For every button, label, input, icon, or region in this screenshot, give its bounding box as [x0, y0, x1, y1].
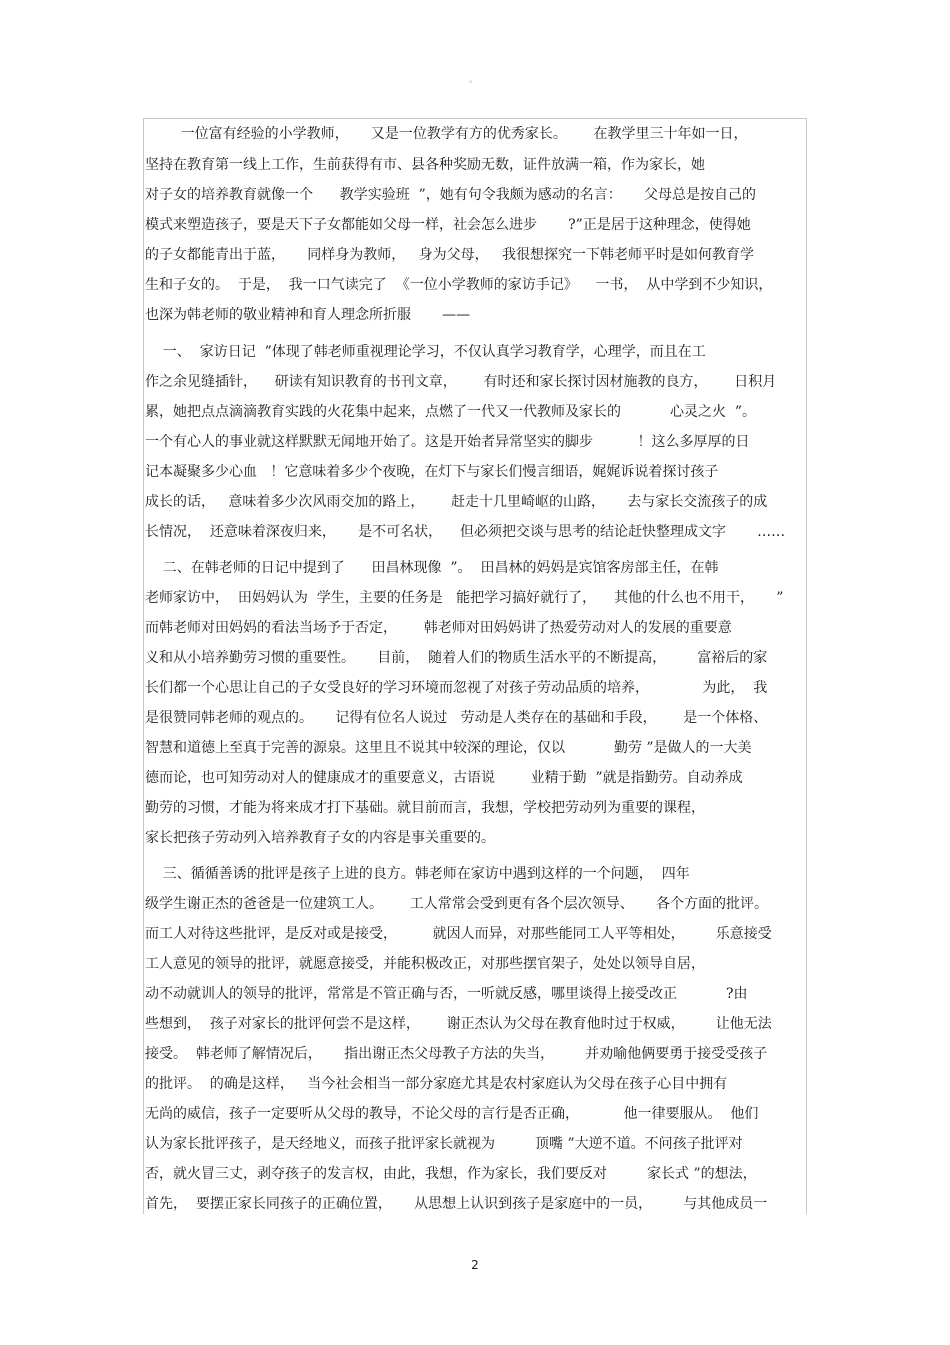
text-line: 长们都一个心思让自己的子女受良好的学习环境而忽视了对孩子劳动品质的培养， 为此， 我 — [145, 680, 768, 696]
text-line: 级学生谢正杰的爸爸是一位建筑工人。 工人常常会受到更有各个层次领导、 各个方面的批评。 — [145, 896, 768, 912]
text-line: 智慧和道德上至真于完善的源泉。这里且不说其中较深的理论，仅以 勤劳 ”是做人的一大美 — [145, 740, 752, 756]
text-line: 也深为韩老师的敬业精神和育人理念所折服 —— — [145, 307, 471, 323]
text-line: 动不动就训人的领导的批评，常常是不管正确与否，一听就反感，哪里谈得上接受改正 ?由 — [145, 986, 748, 1002]
text-line: 义和从小培养勤劳习惯的重要性。 目前， 随着人们的物质生活水平的不断提高， 富裕后的家 — [145, 650, 768, 666]
text-line: 而韩老师对田妈妈的看法当场予于否定， 韩老师对田妈妈讲了热爱劳动对人的发展的重要意 — [145, 620, 732, 636]
header-mark: 。 — [469, 75, 479, 85]
text-line: 一、 家访日记 ”体现了韩老师重视理论学习，不仅认真学习教育学，心理学，而且在工 — [145, 344, 706, 360]
page-number: 2 — [471, 1258, 479, 1272]
text-line: 德而论，也可知劳动对人的健康成才的重要意义，古语说 业精于勤 ”就是指勤劳。自动养成 — [145, 770, 743, 786]
text-line: 是很赞同韩老师的观点的。 记得有位名人说过 劳动是人类存在的基础和手段， 是一个体格、 — [145, 710, 768, 726]
text-line: 记本凝聚多少心血 ！它意味着多少个夜晚，在灯下与家长们慢言细语，娓娓诉说着探讨孩子 — [145, 464, 719, 480]
text-line: 成长的话， 意味着多少次风雨交加的路上， 赶走十几里崎岖的山路， 去与家长交流孩子的成 — [145, 494, 768, 510]
text-line: 的子女都能青出于蓝， 同样身为教师， 身为父母， 我很想探究一下韩老师平时是如何教育学 — [145, 247, 754, 263]
text-line: 否，就火冒三丈，剥夺孩子的发言权，由此，我想，作为家长，我们要反对 家长式 ”的想法， — [145, 1166, 757, 1182]
text-line: 的批评。 的确是这样， 当今社会相当一部分家庭尤其是农村家庭认为父母在孩子心目中拥有 — [145, 1076, 728, 1092]
text-line: 工人意见的领导的批评，就愿意接受，并能积极改正，对那些摆官架子，处处以领导自居， — [145, 956, 705, 972]
text-line: 模式来塑造孩子，要是天下子女都能如父母一样，社会怎么进步 ?”正是居于这种理念，使得她 — [145, 217, 751, 233]
text-line: 首先， 要摆正家长同孩子的正确位置， 从思想上认识到孩子是家庭中的一员， 与其他成员一 — [145, 1196, 768, 1212]
text-line: 老师家访中， 田妈妈认为 学生，主要的任务是 能把学习搞好就行了， 其他的什么也不用干， ” — [145, 590, 784, 606]
text-line: 坚持在教育第一线上工作，生前获得有市、县各种奖励无数，证件放满一箱，作为家长，她 — [145, 157, 705, 173]
text-line: 生和子女的。 于是， 我一口气读完了 《一位小学教师的家访手记》 一书， 从中学到不少知识， — [145, 277, 773, 293]
text-line: 三、循循善诱的批评是孩子上进的良方。韩老师在家访中遇到这样的一个问题， 四年 — [145, 866, 690, 882]
text-line: 家长把孩子劳动列入培养教育子女的内容是事关重要的。 — [145, 830, 495, 846]
text-line: 而工人对待这些批评，是反对或是接受， 就因人而异，对那些能同工人平等相处， 乐意接受 — [145, 926, 772, 942]
text-line: 长情况， 还意味着深夜归来， 是不可名状， 但必须把交谈与思考的结论赶快整理成文字 …… — [145, 524, 786, 540]
text-line: 勤劳的习惯，才能为将来成才打下基础。就目前而言，我想，学校把劳动列为重要的课程， — [145, 800, 705, 816]
text-line: 接受。 韩老师了解情况后， 指出谢正杰父母教子方法的失当， 并劝喻他俩要勇于接受受孩子 — [145, 1046, 768, 1062]
text-line: 二、在韩老师的日记中提到了 田昌林现像 ”。 田昌林的妈妈是宾馆客房部主任，在韩 — [145, 560, 719, 576]
text-line: 一个有心人的事业就这样默默无闻地开始了。这是开始者异常坚实的脚步 ！这么多厚厚的日 — [145, 434, 750, 450]
text-line: 作之余见缝插针， 研读有知识教育的书刊文章， 有时还和家长探讨因材施教的良方， 日积月 — [145, 374, 777, 390]
text-line: 些想到， 孩子对家长的批评何尝不是这样， 谢正杰认为父母在教育他时过于权威， 让他无法 — [145, 1016, 772, 1032]
text-line: 一位富有经验的小学教师， 又是一位教学有方的优秀家长。 在教学里三十年如一日， — [145, 126, 748, 142]
text-line: 对子女的培养教育就像一个 教学实验班 ”，她有句令我颇为感动的名言： 父母总是按自己的 — [145, 187, 757, 203]
text-line: 认为家长批评孩子，是天经地义，而孩子批评家长就视为 顶嘴 ”大逆不道。不问孩子批评对 — [145, 1136, 743, 1152]
text-line: 累，她把点点滴滴教育实践的火花集中起来，点燃了一代又一代教师及家长的 心灵之火 ”。 — [145, 404, 757, 420]
text-line: 无尚的威信，孩子一定要听从父母的教导，不论父母的言行是否正确， 他一律要服从。 他们 — [145, 1106, 759, 1122]
